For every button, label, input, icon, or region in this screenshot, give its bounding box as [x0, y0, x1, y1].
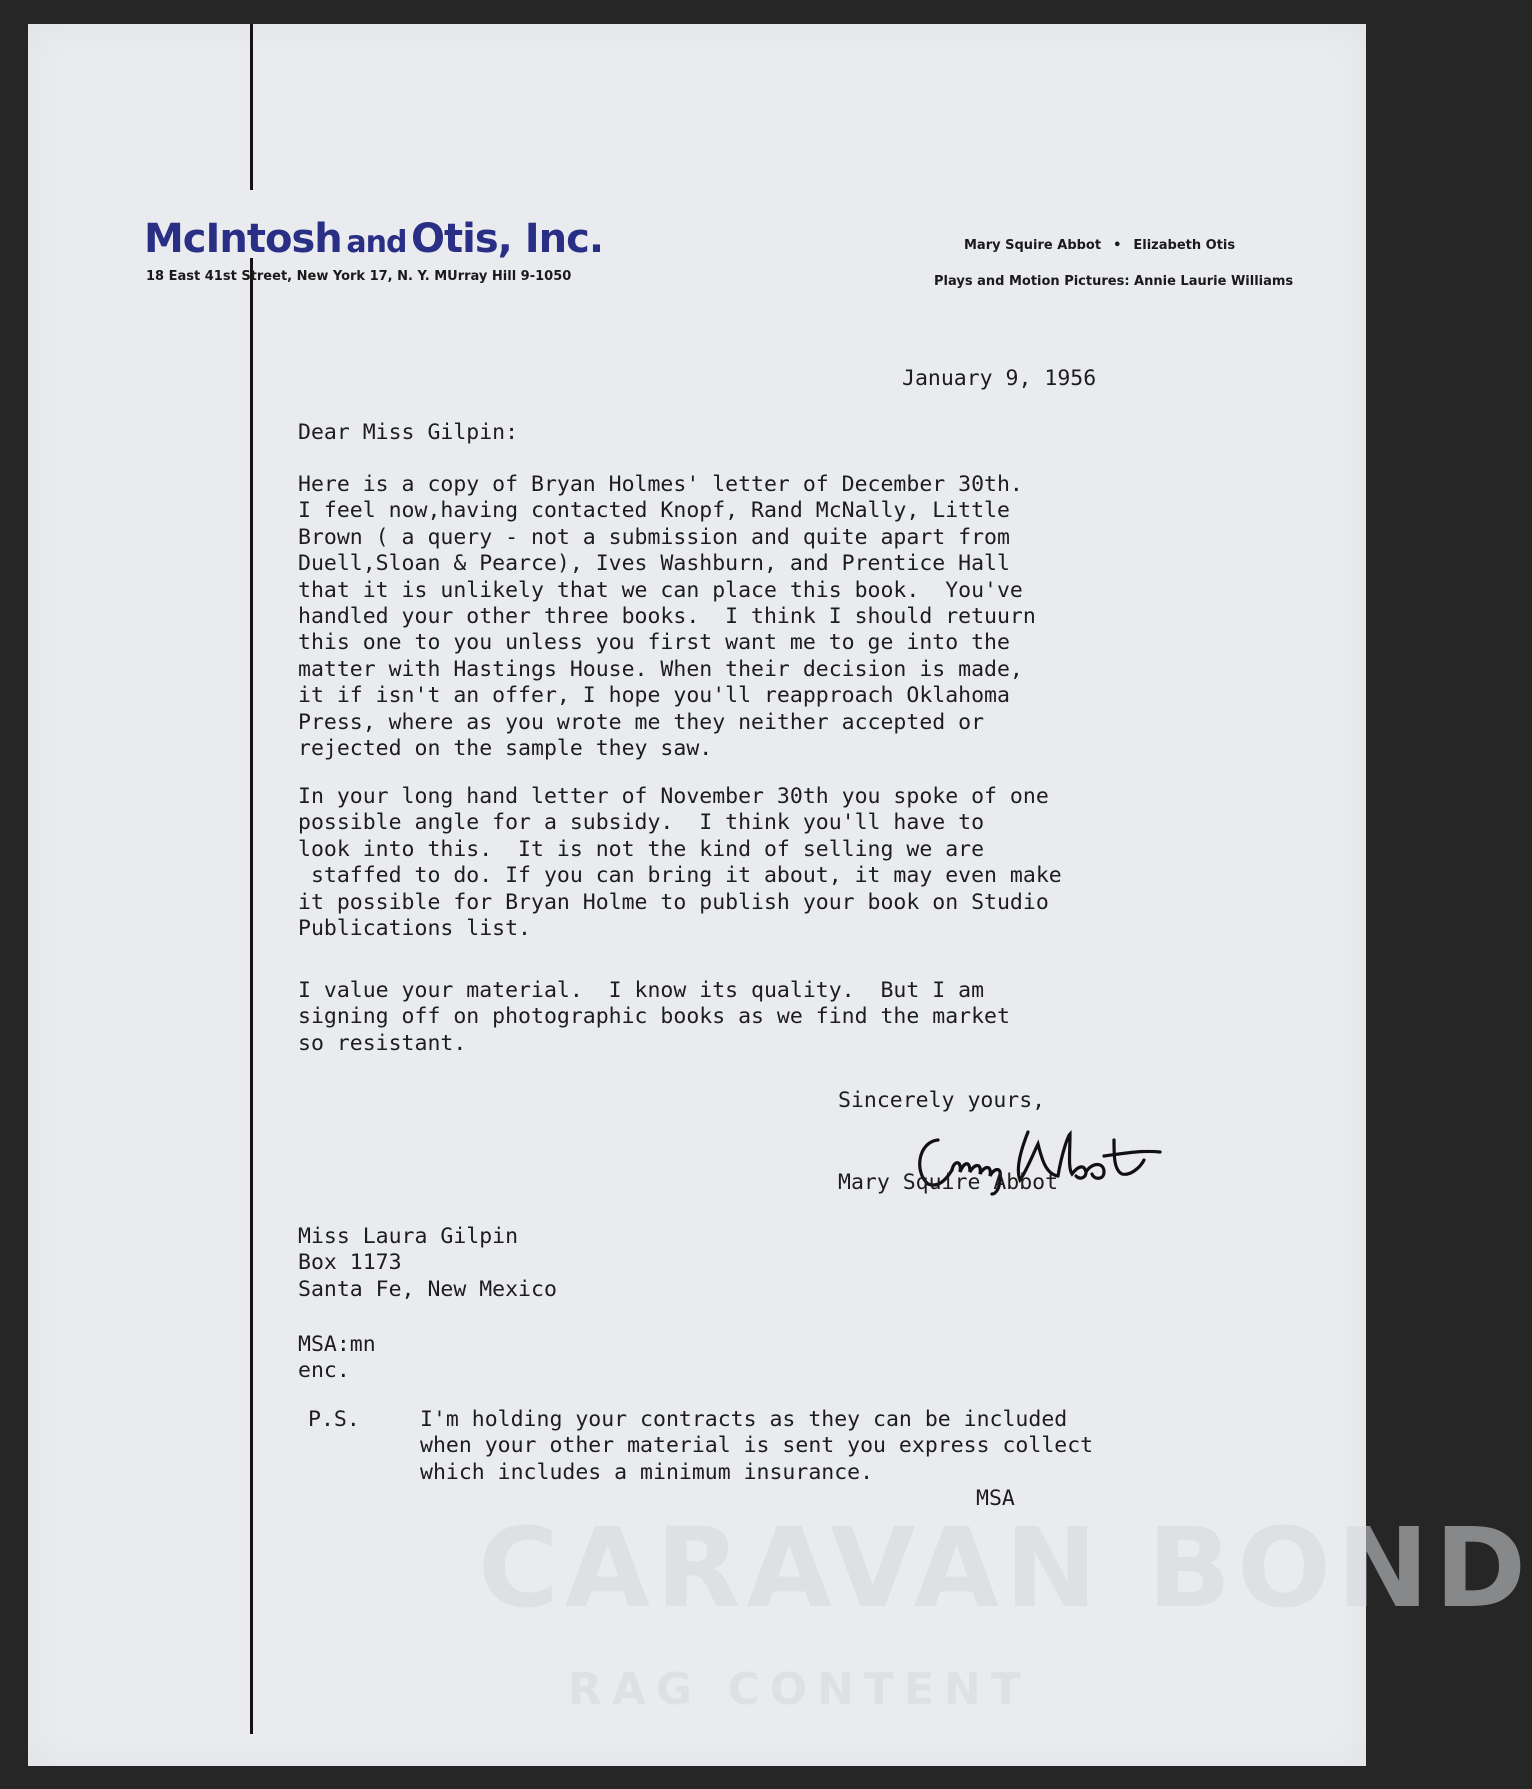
body-paragraph-1: Here is a copy of Bryan Holmes' letter of December 30th. I feel now,having contacted Knopf, Rand McNally, Little Brown ( a query - not a submission and quite apart from Duell,Sloan & Pearce), Ives Washburn, and Prentice Hall that it is unlikely that we can place this book. You've handled your other three books. I think I should retuurn this one to you unless you first want me to ge into the matter with Hastings House. When their decision is made, it if isn't an offer, I hope you'll reapproach Oklahoma Press, where as you wrote me they neither accepted or rejected on the sample they saw. [298, 472, 1036, 762]
watermark: CARAVAN BOND [478, 1504, 1532, 1632]
company-name [144, 216, 603, 262]
company-name-otis: Otis, Inc. [411, 216, 604, 262]
company-name-main: McIntosh [144, 216, 342, 262]
recipient-address: Miss Laura Gilpin Box 1173 Santa Fe, New Mexico [298, 1224, 557, 1302]
salutation: Dear Miss Gilpin: [298, 420, 519, 445]
letter-page [28, 24, 1532, 1766]
closing: Sincerely yours, [838, 1088, 1046, 1113]
separator-dot: • [1113, 238, 1122, 253]
postscript-text: I'm holding your contracts as they can be included when your other material is sent you express collect which includes a minimum insurance. [420, 1407, 1094, 1485]
margin-rule [250, 258, 253, 1734]
postscript-initials: MSA [976, 1486, 1015, 1511]
plays-line: Plays and Motion Pictures: Annie Laurie Williams [934, 274, 1294, 289]
company-address: 18 East 41st Street, New York 17, N. Y. MUrray Hill 9-1050 [146, 269, 572, 284]
partner-names [964, 238, 1235, 253]
partner-2: Elizabeth Otis [1133, 238, 1236, 253]
signer-name: Mary Squire Abbot [838, 1170, 1059, 1195]
company-name-and: and [346, 225, 407, 260]
reference-initials: MSA:mn enc. [298, 1332, 376, 1384]
body-paragraph-3: I value your material. I know its quality. But I am signing off on photographic books as we find the market so resistant. [298, 978, 1010, 1056]
postscript-label: P.S. [308, 1407, 360, 1432]
watermark-subline: RAG CONTENT [568, 1664, 1031, 1715]
letter-date: January 9, 1956 [902, 366, 1097, 391]
partner-1: Mary Squire Abbot [964, 238, 1102, 253]
body-paragraph-2: In your long hand letter of November 30th you spoke of one possible angle for a subsidy. I think you'll have to look into this. It is not the kind of selling we are staffed to do. If you can bring it about, it may even make it possible for Bryan Holme to publish your book on Studio Publications list. [298, 784, 1062, 942]
margin-rule-top [250, 24, 253, 190]
